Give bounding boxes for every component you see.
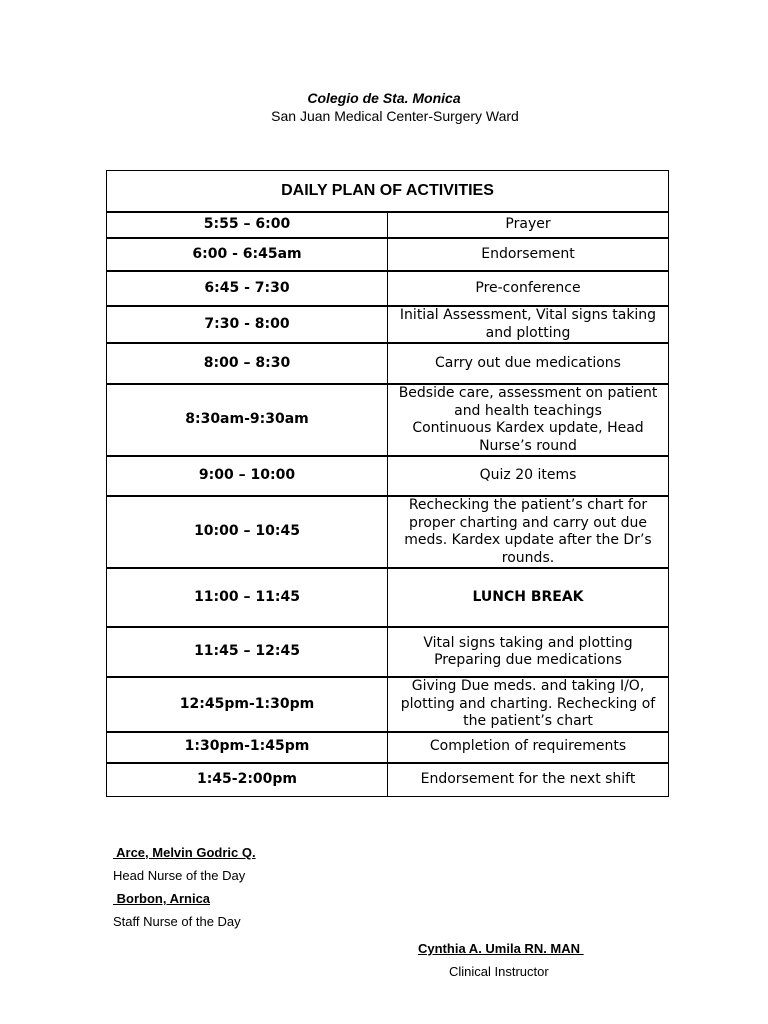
activity-cell: Carry out due medications [388, 343, 669, 384]
activity-cell: Giving Due meds. and taking I/O, plotting and charting. Rechecking of the patient’s chart [388, 677, 669, 732]
activity-cell: Endorsement [388, 238, 669, 271]
header-ward: San Juan Medical Center-Surgery Ward [271, 108, 519, 124]
table-row [107, 627, 669, 677]
activity-cell: Completion of requirements [388, 732, 669, 763]
time-cell: 11:45 – 12:45 [107, 627, 388, 677]
table-title: DAILY PLAN OF ACTIVITIES [107, 171, 669, 213]
time-cell: 7:30 - 8:00 [107, 306, 388, 343]
time-cell: 12:45pm-1:30pm [107, 677, 388, 732]
staff-nurse-name: Borbon, Arnica [113, 891, 211, 906]
time-cell: 9:00 – 10:00 [107, 456, 388, 496]
head-nurse-role: Head Nurse of the Day [113, 868, 246, 883]
table-row [107, 677, 669, 732]
activity-cell: Quiz 20 items [388, 456, 669, 496]
staff-nurse-role: Staff Nurse of the Day [113, 914, 241, 929]
table-row [107, 271, 669, 306]
table-title-row [107, 171, 669, 213]
table-row [107, 568, 669, 627]
activity-cell: Pre-conference [388, 271, 669, 306]
time-cell: 1:45-2:00pm [107, 763, 388, 797]
instructor-role: Clinical Instructor [449, 964, 549, 979]
activity-cell: Rechecking the patient’s chart for proper charting and carry out due meds. Kardex update after the Dr’s rounds. [388, 496, 669, 568]
table-row [107, 732, 669, 763]
time-cell: 6:00 - 6:45am [107, 238, 388, 271]
activity-table [106, 170, 669, 797]
activity-cell: Bedside care, assessment on patient and health teachings Continuous Kardex update, Head Nurse’s round [388, 384, 669, 456]
time-cell: 5:55 – 6:00 [107, 212, 388, 238]
activity-cell: LUNCH BREAK [388, 568, 669, 627]
head-nurse-name: Arce, Melvin Godric Q. [113, 845, 256, 860]
table-row [107, 306, 669, 343]
table-row [107, 763, 669, 797]
instructor-name: Cynthia A. Umila RN. MAN [418, 941, 584, 956]
table-row [107, 456, 669, 496]
table-row [107, 384, 669, 456]
activity-cell: Prayer [388, 212, 669, 238]
activity-cell: Endorsement for the next shift [388, 763, 669, 797]
time-cell: 11:00 – 11:45 [107, 568, 388, 627]
time-cell: 6:45 - 7:30 [107, 271, 388, 306]
table-row [107, 496, 669, 568]
table-row [107, 212, 669, 238]
activity-cell: Vital signs taking and plotting Preparing due medications [388, 627, 669, 677]
time-cell: 10:00 – 10:45 [107, 496, 388, 568]
time-cell: 8:00 – 8:30 [107, 343, 388, 384]
time-cell: 8:30am-9:30am [107, 384, 388, 456]
header-institution: Colegio de Sta. Monica [307, 90, 461, 106]
table-row [107, 238, 669, 271]
table-row [107, 343, 669, 384]
time-cell: 1:30pm-1:45pm [107, 732, 388, 763]
activity-cell: Initial Assessment, Vital signs taking and plotting [388, 306, 669, 343]
